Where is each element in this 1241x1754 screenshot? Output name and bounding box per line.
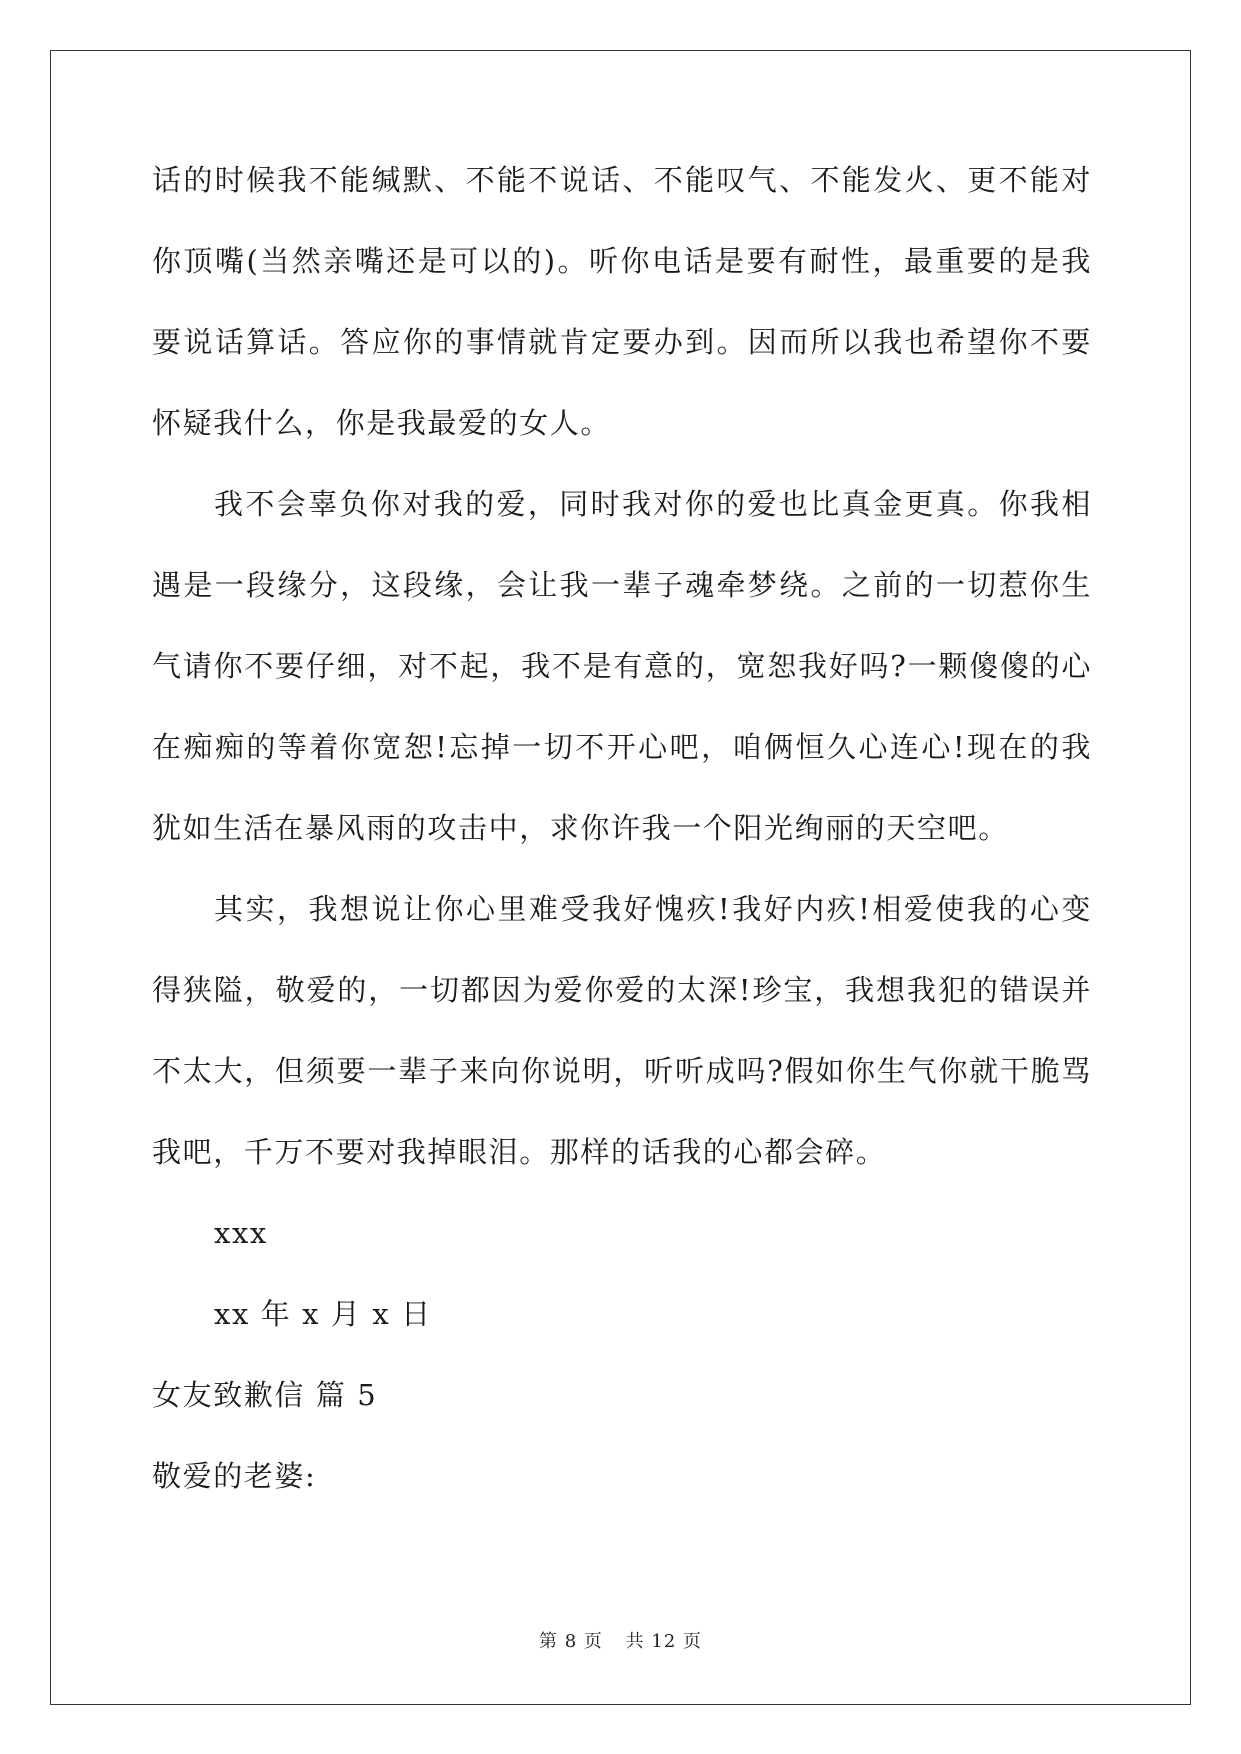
page-footer (0, 1627, 1241, 1653)
salutation: 敬爱的老婆: (152, 1459, 317, 1493)
paragraph: 我不会辜负你对我的爱，同时我对你的爱也比真金更真。你我相遇是一段缘分，这段缘，会让我一辈子魂牵梦绕。之前的一切惹你生气请你不要仔细，对不起，我不是有意的，宽恕我好吗?一颗傻傻的心在痴痴的等着你宽恕!忘掉一切不开心吧，咱俩恒久心连心!现在的我犹如生活在暴风雨的攻击中，求你许我一个阳光绚丽的天空吧。 (152, 487, 1092, 845)
page-number: 第 8 页 (539, 1631, 603, 1652)
paragraph-continued: 话的时候我不能缄默、不能不说话、不能叹气、不能发火、更不能对你顶嘴(当然亲嘴还是可以的)。听你电话是要有耐性，最重要的是我要说话算话。答应你的事情就肯定要办到。因而所以我也希望你不要怀疑我什么，你是我最爱的女人。 (152, 163, 1092, 440)
signature: xxx (214, 1216, 268, 1250)
document-body (152, 160, 1092, 1517)
page-total: 共 12 页 (625, 1631, 702, 1652)
letter-date: xx 年 x 月 x 日 (214, 1297, 432, 1331)
paragraph: 其实，我想说让你心里难受我好愧疚!我好内疚!相爱使我的心变得狭隘，敬爱的，一切都因为爱你爱的太深!珍宝，我想我犯的错误并不太大，但须要一辈子来向你说明，听听成吗?假如你生气你就干脆骂我吧，千万不要对我掉眼泪。那样的话我的心都会碎。 (152, 892, 1092, 1169)
section-title: 女友致歉信 篇 5 (152, 1378, 378, 1412)
